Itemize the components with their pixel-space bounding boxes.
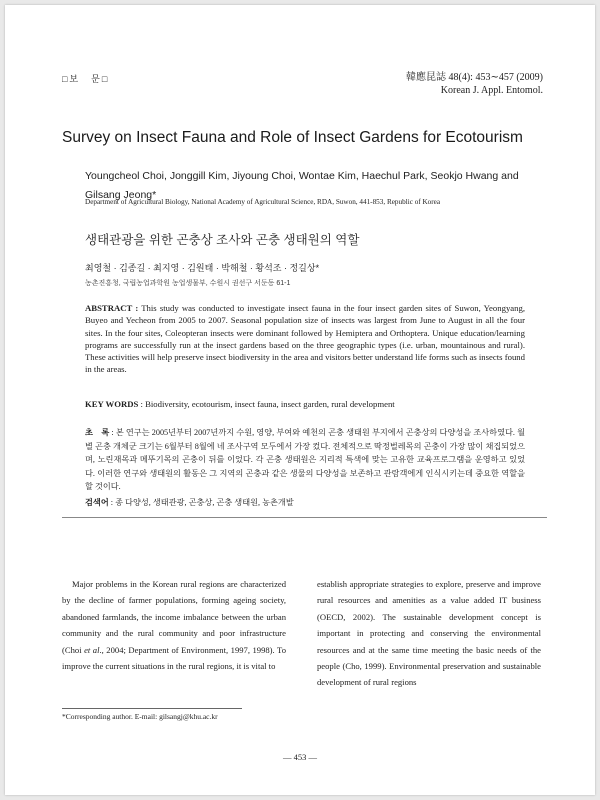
korean-keywords-text: : 종 다양성, 생태관광, 곤충상, 곤충 생태원, 농촌개발 [110, 498, 294, 507]
keywords-label: KEY WORDS [85, 399, 139, 409]
affiliation: Department of Agricultural Biology, National Academy of Agricultural Science, RDA, Suwon, 441-853, Republic of Korea [85, 198, 441, 206]
journal-citation-line2: Korean J. Appl. Entomol. [440, 85, 543, 96]
keywords [85, 399, 525, 409]
journal-citation [406, 71, 543, 97]
korean-title: 생태관광을 위한 곤충상 조사와 곤충 생태원의 역할 [85, 233, 360, 247]
korean-keywords [85, 497, 525, 508]
body-column-left [62, 576, 286, 674]
body-column-right: establish appropriate strategies to explore, preserve and improve rural resources and amenities as a value added IT business (OECD, 2002). The sustainable development concept is important in protecting and conserving the environmental resources and at the same time meeting the basic needs of the people (Cho, 1999). Environmental preservation and sustainable development of rural regions [317, 579, 541, 688]
page-number: — 453 — [283, 752, 317, 762]
footnote-divider [62, 708, 242, 709]
journal-citation-line1: 韓應昆誌 48(4): 453∼457 (2009) [406, 72, 543, 83]
body-left-text-a: Major problems in the Korean rural regions are characterized by the decline of farmer populations, forming ageing society, abandoned farmlands, the income imbalance between the urban community and the rural community and poor infrastructure (Choi [62, 579, 286, 655]
section-label: □보 문□ [62, 74, 110, 84]
abstract-text: This study was conducted to investigate insect fauna in the four insect garden sites of Suwon, Yeongyang, Buyeo and Yecheon from 2005 to 2007. Seasonal population size of insects was largest from June to August in all the four sites. In the four sites, Coleopteran insects were dominant followed by Hemiptera and Orthoptera. Unique education/learning programs are successfully run at the insect gardens based on the three geographic types (i.e. urban, mountainous and rural). These activities will help preserve insect biodiversity in the area and visitors better understand life forms such as insects found in the areas. [85, 303, 526, 375]
paper-title: Survey on Insect Fauna and Role of Insect Gardens for Ecotourism [62, 129, 523, 146]
body-left-italic: et al [84, 644, 100, 655]
abstract-label: ABSTRACT : [85, 303, 139, 313]
korean-abstract [85, 426, 525, 494]
keywords-text: : Biodiversity, ecotourism, insect fauna, insect garden, rural development [140, 399, 395, 409]
section-divider [62, 517, 547, 518]
korean-author-list: 최영철 · 김종길 · 최지영 · 김원태 · 박해철 · 황석조 · 정길상* [85, 263, 320, 273]
korean-abstract-label: 초 록 [85, 428, 110, 437]
korean-keywords-label: 검색어 [85, 498, 109, 507]
body-left-text-b: ., 2004; Department of Environment, 1997, 1998). To improve the current situations in the rural regions, it is vital to [62, 644, 286, 672]
korean-abstract-text: : 본 연구는 2005년부터 2007년까지 수원, 영양, 부여와 예천의 곤충 생태원 부지에서 곤충상의 다양성을 조사하였다. 월별 곤충 개체군 크기는 6월부터 8월에 네 조사구역 모두에서 가장 컸다. 전체적으로 딱정벌레목의 곤충이 가장 많이 채집되었으며, 노린재목과 메뚜기목의 곤충이 뒤를 이었다. 각 곤충 생태원은 지리적 특색에 맞는 고유한 교육프로그램을 운영하고 있었다. 이러한 연구와 생태원의 활동은 그 지역의 곤충과 같은 생물의 다양성을 보존하고 관람객에게 인식시키는데 중요한 역할을 할 것이다. [85, 428, 525, 491]
author-list: Youngcheol Choi, Jonggill Kim, Jiyoung Choi, Wontae Kim, Haechul Park, Seokjo Hwang and Gilsang Jeong* [85, 170, 519, 201]
footnote: *Corresponding author. E-mail: gilsangj@khu.ac.kr [62, 712, 218, 721]
korean-affiliation: 농촌진흥청, 국립농업과학원 농업생물부, 수원시 권선구 서둔동 61-1 [85, 280, 291, 287]
abstract [85, 302, 525, 376]
paper-page [5, 5, 595, 795]
